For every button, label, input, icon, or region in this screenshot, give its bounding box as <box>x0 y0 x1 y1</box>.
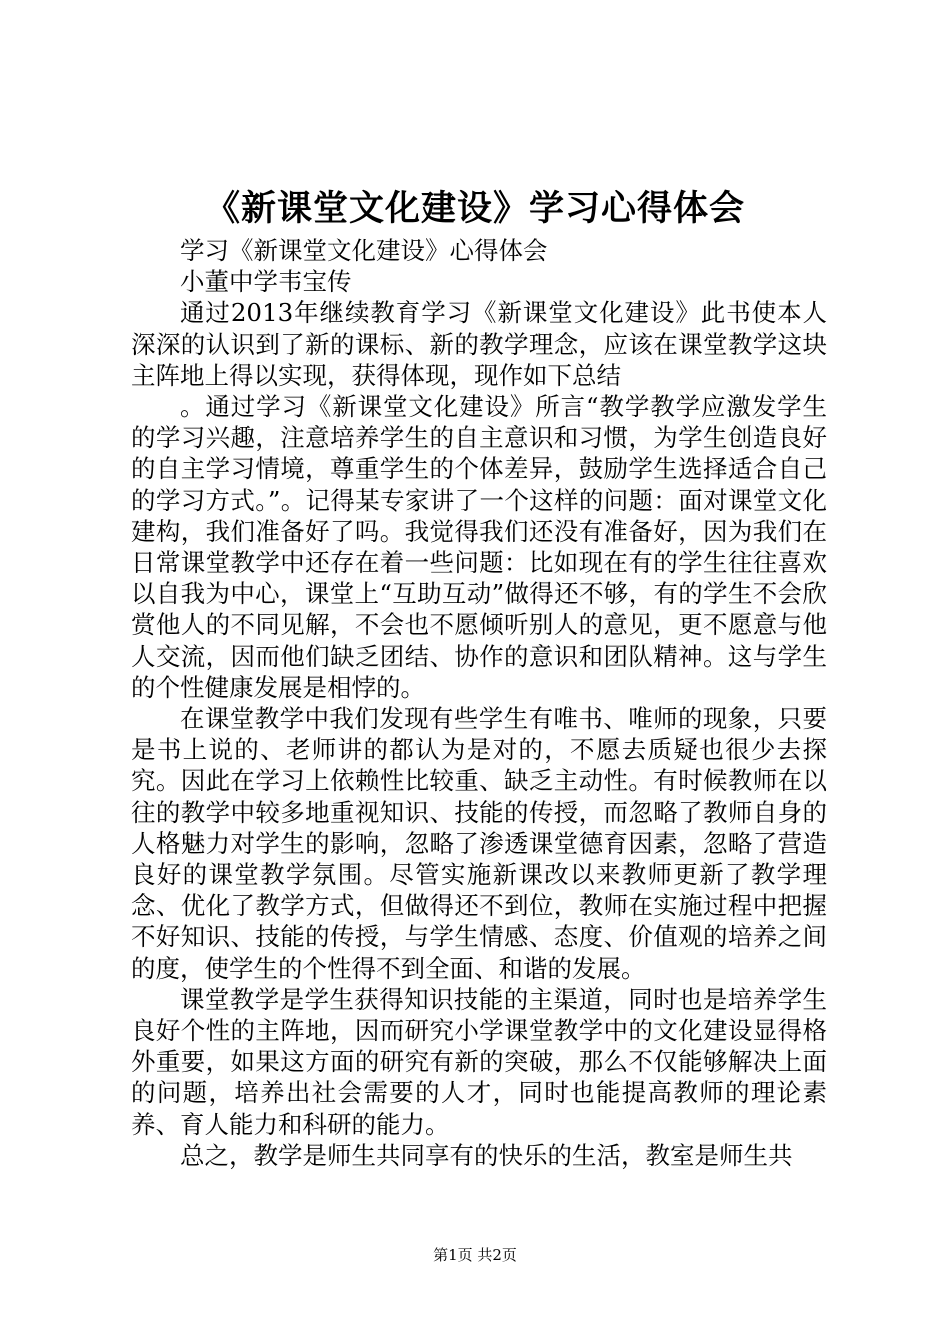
paragraph: 在课堂教学中我们发现有些学生有唯书、唯师的现象，只要是书上说的、老师讲的都认为是对的，不愿去质疑也很少去探究。因此在学习上依赖性比较重、缺乏主动性。有时候教师在以往的教学中较多地重视知识、技能的传授，而忽略了教师自身的人格魅力对学生的影响，忽略了渗透课堂德育因素，忽略了营造良好的课堂教学氛围。尽管实施新课改以来教师更新了教学理念、优化了教学方式，但做得还不到位，教师在实施过程中把握不好知识、技能的传授，与学生情感、态度、价值观的培养之间的度，使学生的个性得不到全面、和谐的发展。 <box>131 704 827 983</box>
document-title: 《新课堂文化建设》学习心得体会 <box>204 188 745 229</box>
paragraph: 课堂教学是学生获得知识技能的主渠道，同时也是培养学生良好个性的主阵地，因而研究小学课堂教学中的文化建设显得格外重要，如果这方面的研究有新的突破，那么不仅能够解决上面的问题，培养出社会需要的人才，同时也能提高教师的理论素养、育人能力和科研的能力。 <box>131 984 827 1139</box>
page-footer: 第1页 共2页 <box>433 1246 517 1264</box>
document-subtitle: 学习《新课堂文化建设》心得体会 <box>180 236 548 265</box>
document-author: 小董中学韦宝传 <box>180 267 352 297</box>
paragraph: 总之，教学是师生共同享有的快乐的生活，教室是师生共 <box>180 1140 793 1170</box>
paragraph: 通过2013年继续教育学习《新课堂文化建设》此书使本人深深的认识到了新的课标、新的教学理念，应该在课堂教学这块主阵地上得以实现，获得体现，现作如下总结 <box>131 298 827 390</box>
document-body <box>131 235 827 1171</box>
paragraph: 。通过学习《新课堂文化建设》所言“教学教学应激发学生的学习兴趣，注意培养学生的自主意识和习惯，为学生创造良好的自主学习情境，尊重学生的个体差异，鼓励学生选择适合自己的学习方式。”。记得某专家讲了一个这样的问题：面对课堂文化建构，我们准备好了吗。我觉得我们还没有准备好，因为我们在日常课堂教学中还存在着一些问题：比如现在有的学生往往喜欢以自我为中心，课堂上“互助互动”做得还不够，有的学生不会欣赏他人的不同见解，不会也不愿倾听别人的意见，更不愿意与他人交流，因而他们缺乏团结、协作的意识和团队精神。这与学生的个性健康发展是相悖的。 <box>131 392 827 702</box>
